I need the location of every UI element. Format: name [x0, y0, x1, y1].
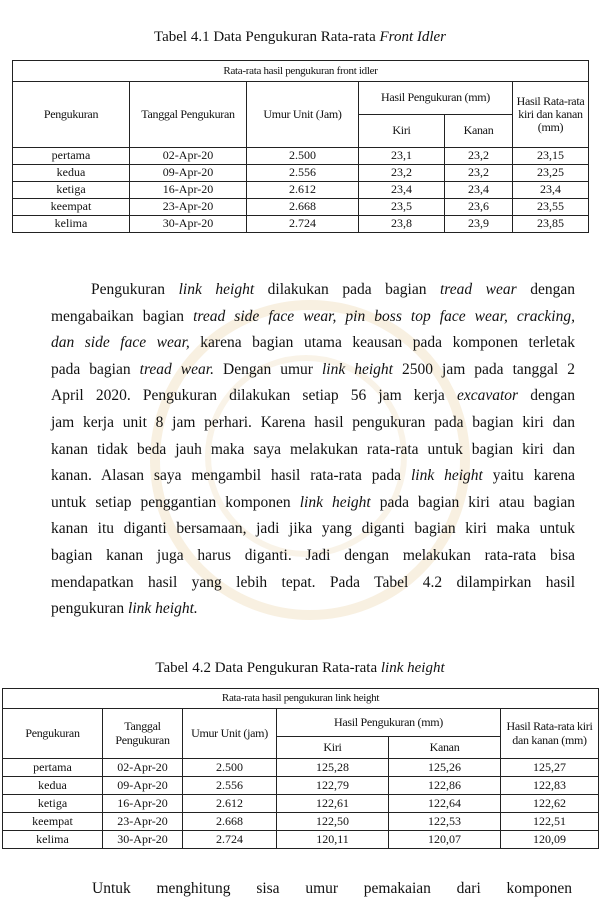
cell-kanan: 23,6	[445, 199, 513, 216]
cell-kiri: 23,4	[359, 182, 445, 199]
table-row	[13, 165, 589, 182]
table-row	[3, 777, 599, 795]
cell-kanan: 23,4	[445, 182, 513, 199]
paragraph-line: jam kerja unit 8 jam perhari. Karena hasil pengukuran pada bagian kiri dan	[51, 413, 575, 431]
cell-kanan: 23,2	[445, 148, 513, 165]
closing-word: komponen	[506, 880, 572, 897]
cell-tanggal: 23-Apr-20	[130, 199, 247, 216]
table2-header-rata: Hasil Rata-rata kiri dan kanan (mm)	[501, 709, 599, 759]
cell-tanggal: 16-Apr-20	[103, 795, 183, 813]
table-row	[13, 148, 589, 165]
cell-rata: 23,85	[513, 216, 589, 233]
cell-rata: 122,62	[501, 795, 599, 813]
table1-header-kiri: Kiri	[359, 115, 445, 148]
paragraph-line: Pengukuran link height dilakukan pada bagian tread wear dengan	[91, 281, 575, 298]
cell-kiri: 23,8	[359, 216, 445, 233]
cell-kiri: 23,1	[359, 148, 445, 165]
paragraph-line: kanan itu diganti bersamaan, jadi jika yang diganti bagian kiri maka untuk	[51, 520, 575, 538]
paragraph-line: April 2020. Pengukuran dilakukan setiap 56 jam kerja excavator dengan	[51, 387, 575, 405]
table1-top-header: Rata-rata hasil pengukuran front idler	[13, 61, 589, 82]
closing-word: umur	[305, 880, 339, 897]
cell-tanggal: 23-Apr-20	[103, 813, 183, 831]
closing-line	[92, 880, 572, 898]
closing-word: sisa	[256, 880, 280, 897]
cell-rata: 120,09	[501, 831, 599, 849]
paragraph-line: bagian kanan juga harus diganti. Jadi dengan melakukan rata-rata bisa	[51, 546, 575, 564]
table1-caption: Tabel 4.1 Data Pengukuran Rata-rata Front Idler	[153, 29, 447, 45]
paragraph-line: kanan. Alasan saya mengambil hasil rata-rata pada link height yaitu karena	[51, 467, 575, 485]
table1-header-tanggal: Tanggal Pengukuran	[130, 82, 247, 148]
table1-header-rata: Hasil Rata-rata kiri dan kanan (mm)	[513, 82, 589, 148]
table1	[12, 60, 589, 233]
cell-tanggal: 09-Apr-20	[130, 165, 247, 182]
cell-tanggal: 16-Apr-20	[130, 182, 247, 199]
cell-kiri: 122,61	[277, 795, 389, 813]
cell-rata: 122,83	[501, 777, 599, 795]
table-row	[13, 182, 589, 199]
table2-header-umur: Umur Unit (jam)	[183, 709, 277, 759]
table2-caption: Tabel 4.2 Data Pengukuran Rata-rata link height	[155, 660, 445, 676]
cell-rata: 23,15	[513, 148, 589, 165]
cell-kiri: 122,79	[277, 777, 389, 795]
table1-header-kanan: Kanan	[445, 115, 513, 148]
table-row	[3, 759, 599, 777]
table-row	[3, 795, 599, 813]
cell-pengukuran: ketiga	[3, 795, 103, 813]
table2-header-pengukuran: Pengukuran	[3, 709, 103, 759]
body-paragraph	[51, 277, 575, 623]
cell-rata: 122,51	[501, 813, 599, 831]
cell-kanan: 125,26	[389, 759, 501, 777]
cell-rata: 23,25	[513, 165, 589, 182]
cell-umur: 2.612	[247, 182, 359, 199]
cell-umur: 2.612	[183, 795, 277, 813]
closing-word: pemakaian	[363, 880, 431, 897]
table2-header-kiri: Kiri	[277, 737, 389, 759]
cell-tanggal: 30-Apr-20	[103, 831, 183, 849]
cell-umur: 2.668	[247, 199, 359, 216]
table-row	[13, 216, 589, 233]
cell-pengukuran: kelima	[13, 216, 130, 233]
table-row	[13, 199, 589, 216]
closing-word: menghitung	[156, 880, 231, 897]
cell-tanggal: 30-Apr-20	[130, 216, 247, 233]
cell-tanggal: 02-Apr-20	[103, 759, 183, 777]
cell-kanan: 122,64	[389, 795, 501, 813]
paragraph-line: pengukuran link height.	[51, 600, 198, 618]
table2-header-hasil: Hasil Pengukuran (mm)	[277, 709, 501, 737]
table1-header-hasil: Hasil Pengukuran (mm)	[359, 82, 513, 115]
cell-tanggal: 02-Apr-20	[130, 148, 247, 165]
closing-word: Untuk	[92, 880, 131, 897]
cell-kanan: 122,53	[389, 813, 501, 831]
cell-kiri: 23,5	[359, 199, 445, 216]
paragraph-line: untuk setiap penggantian komponen link height pada bagian kiri atau bagian	[51, 493, 575, 511]
cell-pengukuran: keempat	[3, 813, 103, 831]
cell-umur: 2.556	[183, 777, 277, 795]
cell-pengukuran: keempat	[13, 199, 130, 216]
cell-kiri: 120,11	[277, 831, 389, 849]
cell-rata: 23,4	[513, 182, 589, 199]
cell-umur: 2.500	[183, 759, 277, 777]
cell-kiri: 122,50	[277, 813, 389, 831]
cell-kanan: 23,2	[445, 165, 513, 182]
cell-kanan: 122,86	[389, 777, 501, 795]
paragraph-line: mengabaikan bagian tread side face wear, pin boss top face wear, cracking,	[51, 307, 575, 325]
cell-umur: 2.724	[247, 216, 359, 233]
cell-pengukuran: ketiga	[13, 182, 130, 199]
cell-kiri: 23,2	[359, 165, 445, 182]
cell-pengukuran: pertama	[3, 759, 103, 777]
cell-umur: 2.500	[247, 148, 359, 165]
paragraph-line: dan side face wear, karena bagian utama keausan pada komponen terletak	[51, 334, 575, 352]
table2-header-tanggal: Tanggal Pengukuran	[103, 709, 183, 759]
cell-kanan: 23,9	[445, 216, 513, 233]
cell-pengukuran: pertama	[13, 148, 130, 165]
paragraph-line: pada bagian tread wear. Dengan umur link height 2500 jam pada tanggal 2	[51, 360, 575, 378]
closing-word: dari	[456, 880, 481, 897]
cell-pengukuran: kedua	[13, 165, 130, 182]
table2	[2, 688, 599, 849]
cell-pengukuran: kelima	[3, 831, 103, 849]
cell-tanggal: 09-Apr-20	[103, 777, 183, 795]
table1-header-pengukuran: Pengukuran	[13, 82, 130, 148]
cell-umur: 2.668	[183, 813, 277, 831]
table1-header-umur: Umur Unit (Jam)	[247, 82, 359, 148]
table2-top-header: Rata-rata hasil pengukuran link height	[3, 689, 599, 709]
cell-pengukuran: kedua	[3, 777, 103, 795]
table2-header-kanan: Kanan	[389, 737, 501, 759]
cell-kanan: 120,07	[389, 831, 501, 849]
paragraph-line: kanan tidak beda jauh maka saya melakukan rata-rata untuk bagian kiri dan	[51, 440, 575, 458]
cell-kiri: 125,28	[277, 759, 389, 777]
cell-umur: 2.556	[247, 165, 359, 182]
cell-umur: 2.724	[183, 831, 277, 849]
cell-rata: 125,27	[501, 759, 599, 777]
paragraph-line: mendapatkan hasil yang lebih tepat. Pada Tabel 4.2 dilampirkan hasil	[51, 573, 575, 591]
table-row	[3, 831, 599, 849]
cell-rata: 23,55	[513, 199, 589, 216]
table-row	[3, 813, 599, 831]
